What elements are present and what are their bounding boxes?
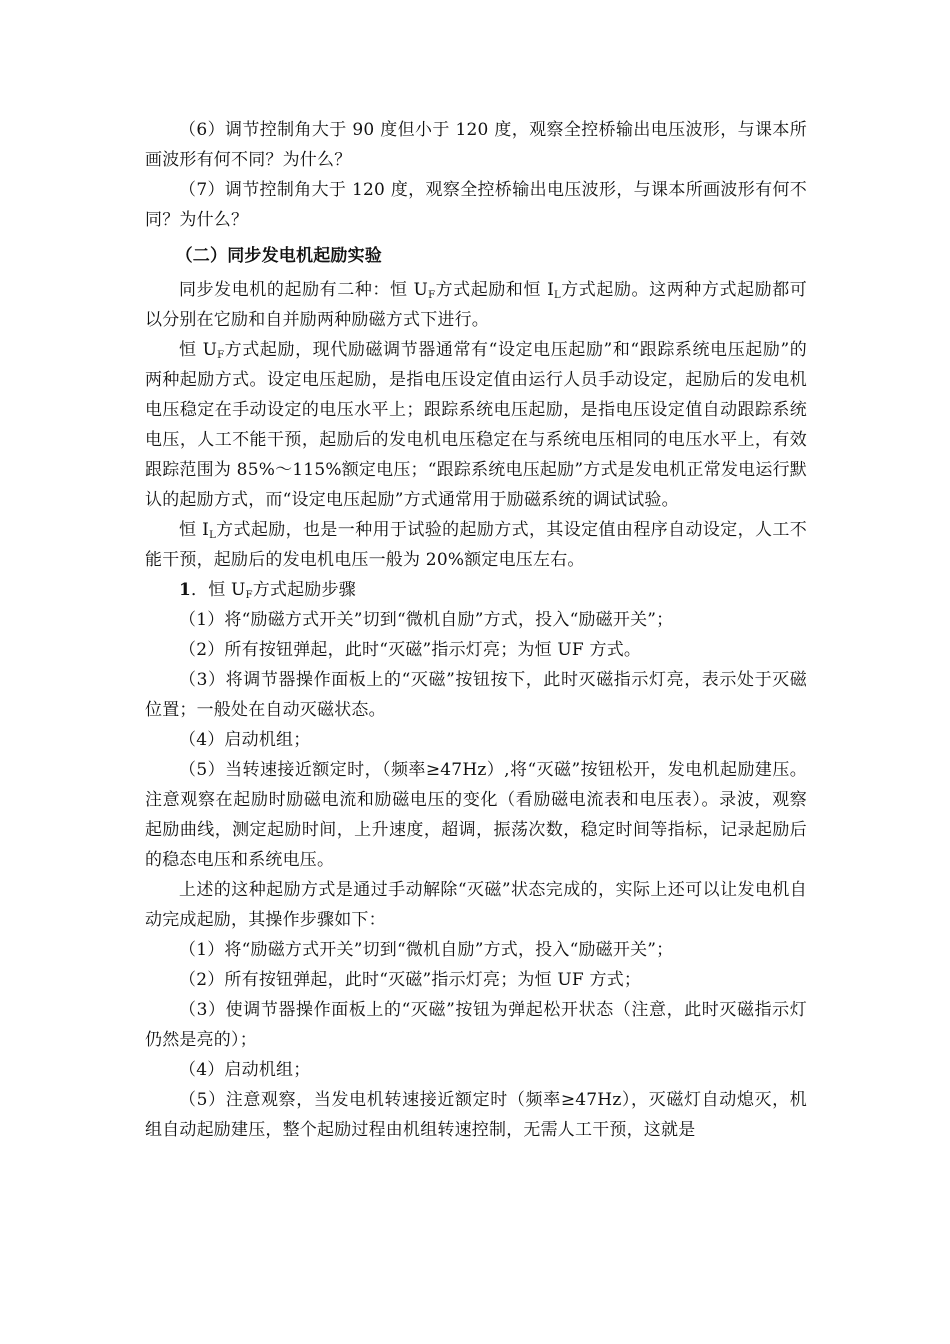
step-item: （1）将“励磁方式开关”切到“微机自励”方式，投入“励磁开关”；	[179, 610, 674, 630]
paragraph-step-7: （7）调节控制角大于 120 度，观察全控桥输出电压波形，与课本所画波形有何不同？为什么？	[145, 180, 807, 230]
step-item: （5）当转速接近额定时，（频率≥47Hz）,将“灭磁”按钮松开，发电机起励建压。注意观察在起励时励磁电流和励磁电压的变化（看励磁电流表和电压表）。录波，观察起励曲线，测定起励时间，上升速度，超调，振荡次数，稳定时间等指标，记录起励后的稳态电压和系统电压。	[145, 760, 807, 870]
paragraph-step-6: （6）调节控制角大于 90 度但小于 120 度，观察全控桥输出电压波形，与课本所画波形有何不同？为什么？	[145, 120, 807, 170]
paragraph-constant-uf: 恒 $U_F$方式起励，现代励磁调节器通常有“设定电压起励”和“跟踪系统电压起励”的两种起励方式。设定电压起励，是指电压设定值由运行人员手动设定，起励后的发电机电压稳定在手动设定的电压水平上；跟踪系统电压起励，是指电压设定值自动跟踪系统电压，人工不能干预，起励后的发电机电压稳定在与系统电压相同的电压水平上，有效跟踪范围为 85%～115%额定电压；“跟踪系统电压起励”方式是发电机正常发电运行默认的起励方式，而“设定电压起励”方式通常用于励磁系统的调试试验。	[145, 340, 807, 510]
step-item: （1）将“励磁方式开关”切到“微机自励”方式，投入“励磁开关”；	[179, 940, 674, 960]
paragraph-constant-il: 恒 $I_L$方式起励，也是一种用于试验的起励方式，其设定值由程序自动设定，人工不能干预，起励后的发电机电压一般为 20%额定电压左右。	[145, 520, 807, 570]
document-body	[145, 115, 807, 1145]
step-item: （4）启动机组；	[179, 730, 311, 750]
step-item: （4）启动机组；	[179, 1060, 311, 1080]
step-item: （2）所有按钮弹起，此时“灭磁”指示灯亮；为恒 UF 方式；	[179, 970, 642, 990]
subsection-heading-uf-steps: 1．恒 $U_F$方式起励步骤	[179, 580, 356, 601]
step-item: （3）使调节器操作面板上的“灭磁”按钮为弹起松开状态（注意，此时灭磁指示灯仍然是亮的）；	[145, 1000, 807, 1050]
step-item: （5）注意观察，当发电机转速接近额定时（频率≥47Hz），灭磁灯自动熄灭，机组自动起励建压，整个起励过程由机组转速控制，无需人工干预，这就是	[145, 1090, 807, 1140]
section-heading: （二）同步发电机起励实验	[175, 246, 382, 266]
step-item: （3）将调节器操作面板上的“灭磁”按钮按下，此时灭磁指示灯亮，表示处于灭磁位置；一般处在自动灭磁状态。	[145, 670, 807, 720]
paragraph-auto-start: 上述的这种起励方式是通过手动解除“灭磁”状态完成的，实际上还可以让发电机自动完成起励，其操作步骤如下：	[145, 880, 807, 930]
step-item: （2）所有按钮弹起，此时“灭磁”指示灯亮；为恒 UF 方式。	[179, 640, 642, 660]
paragraph-excitation-types: 同步发电机的起励有二种：恒 $U_F$方式起励和恒 $I_L$方式起励。这两种方式起励都可以分别在它励和自并励两种励磁方式下进行。	[145, 280, 807, 330]
